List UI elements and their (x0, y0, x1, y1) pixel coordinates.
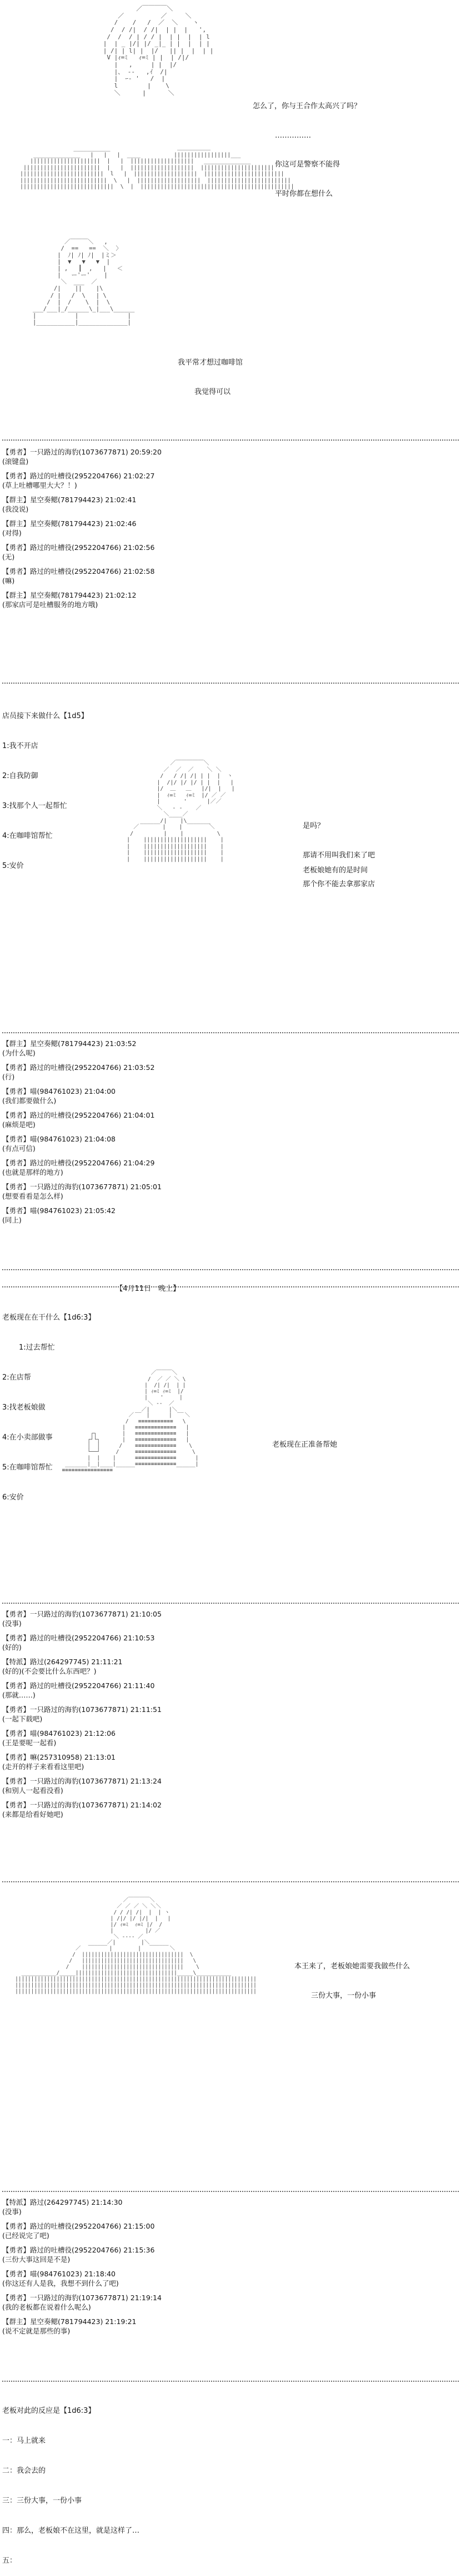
chat-message: (嘛) (2, 577, 15, 585)
roll-intro-1 (2, 691, 88, 881)
chat-timestamp: 21:19:14 (130, 2294, 162, 2302)
intro-line: 五： (2, 2557, 17, 2565)
chat-message: (三份大事这回是不是) (2, 2255, 71, 2264)
chat-entry-header (2, 1110, 459, 1120)
chat-message: (无) (2, 553, 15, 561)
chat-entry (2, 567, 459, 585)
chat-message: (同上) (2, 1216, 22, 1224)
chat-author: 【勇者】一只路过的海豹(1073677871) (2, 2294, 128, 2302)
chat-entry (2, 519, 459, 538)
chat-author: 【群主】星空奏鳃(781794423) (2, 1039, 103, 1048)
speech-line: 是吗？ (303, 822, 325, 831)
chat-timestamp: 21:14:02 (130, 1801, 162, 1809)
chat-timestamp: 21:11:21 (91, 1658, 123, 1666)
chat-entry (2, 543, 459, 562)
chat-timestamp: 21:04:00 (84, 1087, 116, 1095)
chat-entry-header (2, 2221, 459, 2231)
chat-timestamp: 21:15:00 (123, 2222, 155, 2230)
chat-entry-header (2, 1705, 459, 1714)
chat-entry-header (2, 1063, 459, 1072)
chat-message: (对得) (2, 529, 22, 537)
chat-entry (2, 1633, 459, 1652)
chat-entry (2, 1063, 459, 1082)
speech-bubble-1 (253, 82, 361, 209)
intro-line: 一：马上就来 (2, 2437, 46, 2445)
chat-entry-header (2, 1182, 459, 1191)
chat-author: 【勇者】喵(984761023) (2, 1087, 82, 1095)
chat-entry-header (2, 1633, 459, 1643)
chat-entry-header (2, 1657, 459, 1666)
chat-entry-header (2, 2293, 459, 2302)
chat-timestamp: 21:02:58 (123, 567, 155, 575)
intro-line: 2:在店帮 (2, 1373, 31, 1382)
chat-message: (一起下载吧) (2, 1715, 43, 1723)
chat-entry (2, 1729, 459, 1747)
chat-entry-header (2, 2198, 459, 2207)
chat-entry (2, 2245, 459, 2264)
chat-message: (麻烦是吧) (2, 1120, 36, 1129)
chat-author: 【勇者】喵(984761023) (2, 1135, 82, 1143)
chat-message: (好的) (2, 1643, 22, 1651)
intro-line: 1:我不开店 (2, 742, 38, 750)
chat-message: (王是要呢一起看) (2, 1739, 57, 1747)
intro-line: 1:过去帮忙 (19, 1343, 55, 1352)
chat-entry-header (2, 1206, 459, 1215)
chat-timestamp: 21:02:12 (105, 591, 137, 599)
chat-entry-header (2, 590, 459, 600)
chat-timestamp: 21:10:53 (123, 1634, 155, 1642)
speech-bubble-4 (303, 846, 368, 885)
chat-entry (2, 2269, 459, 2288)
intro-line: 店员接下来做什么【1d5】 (2, 712, 88, 720)
chat-entry-header (2, 2245, 459, 2255)
chat-author: 【群主】星空奏鳃(781794423) (2, 496, 103, 504)
section-divider (2, 1269, 459, 1270)
chat-entry (2, 1087, 459, 1105)
intro-line: 四：那么，老板娘不在这里，就是这样了… (2, 2527, 140, 2535)
chat-message: (没事) (2, 1619, 22, 1628)
chat-message: (好的)(不会要比什么东西吧？) (2, 1667, 97, 1675)
chat-entry (2, 447, 459, 466)
chat-timestamp: 21:13:01 (84, 1753, 116, 1761)
chat-author: 【群主】星空奏鳃(781794423) (2, 519, 103, 528)
speech-bubble-2 (178, 339, 243, 407)
speech-line: 本王来了，老板娘她需要我做些什么 (294, 1962, 410, 1971)
section-divider (2, 1881, 459, 1882)
chat-author: 【群主】星空奏鳃(781794423) (2, 591, 103, 599)
chat-entry (2, 1609, 459, 1628)
section-divider (2, 1032, 459, 1033)
speech-line: 老板现在正准备帮她 (272, 1441, 338, 1449)
chat-entry-header (2, 543, 459, 552)
chat-entry-header (2, 1800, 459, 1810)
chat-entry (2, 1681, 459, 1700)
chat-entry-header (2, 1681, 459, 1690)
chat-message: (滚键盘) (2, 457, 29, 466)
intro-line: 2:自我防御 (2, 772, 38, 780)
speech-line: 你这可是警察不能得 (275, 160, 340, 169)
chat-author: 【勇者】路过的吐槽役(2952204766) (2, 543, 122, 552)
chat-entry (2, 471, 459, 490)
chat-entry (2, 495, 459, 514)
chat-entry (2, 1134, 459, 1153)
chat-message: (说不定就是那些的事) (2, 2327, 71, 2335)
chat-log-1 (2, 447, 459, 614)
chat-author: 【勇者】喵(984761023) (2, 1729, 82, 1737)
chat-entry (2, 2221, 459, 2240)
chat-timestamp: 21:15:36 (123, 2246, 155, 2254)
chat-message: (来都是给看好她吧) (2, 1810, 63, 1819)
intro-line: 3:找那个人一起帮忙 (2, 802, 67, 810)
chat-timestamp: 21:03:52 (123, 1063, 155, 1072)
intro-line: 5:在咖啡馆帮忙 (2, 1463, 53, 1472)
chat-entry-header (2, 2269, 459, 2279)
chat-entry (2, 2317, 459, 2336)
chat-author: 【勇者】一只路过的海豹(1073677871) (2, 1705, 128, 1714)
chat-author: 【勇者】路过的吐槽役(2952204766) (2, 1159, 122, 1167)
intro-line: 二：我会去的 (2, 2467, 46, 2475)
date-header (111, 1274, 180, 1294)
chat-log-4 (2, 2198, 459, 2341)
chat-author: 【勇者】一只路过的海豹(1073677871) (2, 448, 128, 456)
chat-author: 【勇者】喵(984761023) (2, 2270, 82, 2278)
section-divider (2, 2381, 459, 2382)
chat-entry (2, 1110, 459, 1129)
chat-log-2 (2, 1039, 459, 1230)
chat-message: (想要看看是怎么样) (2, 1192, 63, 1200)
intro-line: 3:找老板娘做 (2, 1403, 46, 1412)
chat-timestamp: 21:02:41 (105, 496, 137, 504)
speech-line: …………… (275, 131, 311, 140)
chat-entry-header (2, 567, 459, 576)
intro-line: 4:在小卖部做事 (2, 1433, 53, 1442)
chat-message: (那家店可是吐槽服务的地方哦) (2, 600, 98, 609)
speech-line: 老板娘她有的是时间 (303, 866, 368, 875)
ascii-art-shoulders: ___________ ＿＿＿＿＿＿ ______________ | | | ____ |||||||||||||||||___ ||||||||||||||||||||| | | ||||||||||||||||||| ______________ ||||||||||||||||||||||| | | ||||||||||||||||||| |||||||||||||||||||||| ||||||||||||||||||||||||| l | ||||||||||||||||||| |||||||||||||||||||||||| |||||||||||||||||||||||||| \ | ||||||||||||||||||| ||||||||||||||||||||||||| |||||||||||||||||||||||||||| \ | |||||||||||||||||||||||||||||||||||||||||||||| (20, 145, 294, 190)
chat-author: 【特派】路过(264297745) (2, 2198, 89, 2206)
chat-author: 【勇者】路过的吐槽役(2952204766) (2, 2246, 122, 2254)
chat-author: 【特派】路过(264297745) (2, 1658, 89, 1666)
section-divider (2, 1603, 459, 1604)
chat-author: 【勇者】嘛(257310958) (2, 1753, 82, 1761)
chat-entry (2, 1158, 459, 1177)
chat-timestamp: 21:02:46 (105, 519, 137, 528)
section-divider (2, 1286, 459, 1287)
speech-line: 我平常才想过咖啡馆 (178, 358, 243, 367)
chat-entry (2, 2293, 459, 2312)
chat-entry (2, 1206, 459, 1225)
chat-message: (那就……) (2, 1691, 36, 1699)
chat-message: (已经说完了吧) (2, 2231, 49, 2240)
chat-message: (我没说) (2, 505, 29, 513)
chat-message: (也就是那样的地方) (2, 1168, 63, 1176)
speech-line: 平时你都在想什么 (275, 190, 333, 199)
chat-author: 【勇者】喵(984761023) (2, 1206, 82, 1215)
chat-author: 【勇者】路过的吐槽役(2952204766) (2, 1681, 122, 1690)
chat-author: 【勇者】一只路过的海豹(1073677871) (2, 1610, 128, 1618)
chat-entry-header (2, 519, 459, 528)
ascii-art-character-3: ／￣￣￣＼ / ／ ／ ＼ \ | /| /| | | | ｨ=ﾐ ｨ=ﾐ |/ | ' | ＼ ‐‐ ／ __／| |＼__ ／ | | ＼ / ≡≡≡≡≡≡≡≡≡≡≡ \ | ≡≡≡≡≡≡≡≡≡≡≡≡≡ | ┌┐ | ≡≡≡≡≡≡≡≡≡≡≡≡≡ | ┌┘└┐ | ≡≡≡≡≡≡≡≡≡≡≡≡≡ | │ │ / ≡≡≡≡≡≡≡≡≡≡≡≡≡ \ └──┘ / ≡≡≡≡≡≡≡≡≡≡≡≡≡ \ | | | ≡≡≡≡≡≡≡≡≡≡≡≡≡ | _______|__|____|______≡≡≡≡≡≡≡≡≡≡≡≡≡______| ≡≡≡≡≡≡≡≡≡≡≡≡≡≡≡≡ (62, 1370, 199, 1473)
chat-timestamp: 21:12:06 (84, 1729, 116, 1737)
chat-entry-header (2, 1134, 459, 1144)
chat-entry (2, 1776, 459, 1795)
chat-author: 【勇者】路过的吐槽役(2952204766) (2, 2222, 122, 2230)
chat-entry-header (2, 1158, 459, 1168)
section-divider (2, 2191, 459, 2192)
chat-timestamp: 21:19:21 (105, 2317, 137, 2326)
ascii-art-character-head: ／￣￣￣￣＼ ／ ／ ＼ / / / ／ ＼ ヽ / / /| / /| | | | ', / / / | / / | | | | | l | | _ |/| |/ _|_ | | | | | | /| | l| | |/ || | | | | V |ｨ=ﾐ ｨ=ﾐ | | | /|/ | , | | |/ |、 ‐- ,ｲ /| | ｰ- ' / | l | \ ＼ | ＼ (103, 5, 214, 97)
chat-entry-header (2, 1729, 459, 1738)
chat-author: 【群主】星空奏鳃(781794423) (2, 2317, 103, 2326)
speech-line: 那个你不能去拿那家店 (303, 880, 375, 889)
chat-author: 【勇者】路过的吐槽役(2952204766) (2, 472, 122, 480)
chat-message: (我们都要做什么) (2, 1097, 57, 1105)
ascii-art-small-character: ／￣￣￣＼ , / == == ＼ 〉 | ﾉ| ﾉ| ﾉ| |ミ＞ | ▼ ▼ ▼ | | , ┃ , | ＜ | ー'ー' | ＼ ___ ／ /| || |\ / | / \ | \ / | / \ | \ ___/___|_/______\_|___\______ | | | |___________|______________| (32, 239, 135, 326)
chat-entry (2, 1039, 459, 1058)
intro-line: 5:安价 (2, 862, 24, 870)
intro-line: 老板现在在干什么【1d6:3】 (2, 1314, 96, 1322)
chat-timestamp: 21:05:01 (130, 1183, 162, 1191)
chat-author: 【勇者】路过的吐槽役(2952204766) (2, 1634, 122, 1642)
chat-timestamp: 21:04:08 (84, 1135, 116, 1143)
intro-line: 老板对此的反应是【1d6:3】 (2, 2407, 96, 2415)
ascii-art-character-2: ／￣￣￣￣￣＼ ／ ／ ／ ＼ ＼ / / /| /| | | | ヽ | /|/ |/ |/ | | | | |/ ＿ ＿ |/| | | | ｨ=ﾐ ｨ=ﾐ |/ ／ ／ | ' |／／ ＼ ‐ ‐ ／ ＼____／ ______/| |\_______ ／ | | ＼ / | | \ | ||||||||||||||||||| | | ||||||||||||||||||| | | ||||||||||||||||||| | | ||||||||||||||||||| | (127, 760, 235, 862)
chat-author: 【勇者】路过的吐槽役(2952204766) (2, 1111, 122, 1119)
chat-timestamp: 21:13:24 (130, 1777, 162, 1785)
chat-author: 【勇者】一只路过的海豹(1073677871) (2, 1777, 128, 1785)
chat-author: 【勇者】路过的吐槽役(2952204766) (2, 567, 122, 575)
chat-timestamp: 20:59:20 (130, 448, 162, 456)
chat-message: (和别人一起看没看) (2, 1786, 63, 1795)
chat-message: (草上吐槽哪里大大？！) (2, 481, 77, 489)
intro-line: 6:安价 (2, 1493, 24, 1502)
chat-timestamp: 21:11:51 (130, 1705, 162, 1714)
chat-timestamp: 21:02:27 (123, 472, 155, 480)
chat-entry-header (2, 1039, 459, 1048)
chat-entry-header (2, 471, 459, 481)
chat-message: (有点可信) (2, 1144, 36, 1153)
chat-entry (2, 1705, 459, 1724)
speech-line: 我觉得可以 (194, 387, 231, 396)
chat-message: (我的老板都在说着什么呢么) (2, 2303, 91, 2311)
chat-timestamp: 21:04:01 (123, 1111, 155, 1119)
chat-message: (行) (2, 1073, 15, 1081)
intro-line: 4:在咖啡馆帮忙 (2, 832, 53, 840)
chat-message: (走开的样子来看看这里吧) (2, 1762, 84, 1771)
date-header-text: 【4月11日 晚上】 (116, 1285, 181, 1293)
roll-intro-3 (2, 2386, 139, 2576)
chat-timestamp: 21:05:42 (84, 1206, 116, 1215)
speech-bubble-6 (294, 1942, 410, 2011)
chat-entry-header (2, 1776, 459, 1786)
ascii-art-character-4: ／￣￣￣￣＼ ／ ／ ／ ＼ ＼＼ / / /| /| | | ヽ | /|/ |/ |/| | | |/ ｨ=ﾐ ｨ=ﾐ |/ / | |/ ／ ＼ ‐‐‐‐ ／ ______／| |＼______ ／ | | ＼ / |||||||||||||||||||||||||||||||| \ / |||||||||||||||||||||||||||||||| \ / |||||||||||||||||||||||||||||||| \ ___________/_____||||||||||||||||||||||||||||||||_____\___________ |||||||||||||||||||||||||||||||||||||||||||||||||||||||||||||||||||||||||||| |||||||||||||||||||||||||||||||||||||||||||||||||||||||||||||||||||||||||||| |||||||||||||||||||||||||||||||||||||||||||||||||||||||||||||||||||||||||||| (15, 1897, 257, 1994)
chat-entry-header (2, 1752, 459, 1762)
chat-message: (没事) (2, 2208, 22, 2216)
chat-entry-header (2, 495, 459, 504)
chat-entry (2, 2198, 459, 2216)
section-divider (2, 440, 459, 441)
chat-entry (2, 1657, 459, 1676)
chat-timestamp: 21:04:29 (123, 1159, 155, 1167)
chat-entry-header (2, 2317, 459, 2326)
speech-line: 怎么了，你与王合作太高兴了吗？ (253, 102, 362, 111)
chat-timestamp: 21:03:52 (105, 1039, 137, 1048)
chat-entry (2, 1752, 459, 1771)
chat-timestamp: 21:11:40 (123, 1681, 155, 1690)
chat-entry (2, 590, 459, 609)
section-divider (2, 683, 459, 684)
chat-entry (2, 1182, 459, 1201)
chat-timestamp: 21:18:40 (84, 2270, 116, 2278)
chat-timestamp: 21:02:56 (123, 543, 155, 552)
chat-entry-header (2, 1087, 459, 1096)
chat-author: 【勇者】一只路过的海豹(1073677871) (2, 1801, 128, 1809)
chat-timestamp: 21:10:05 (130, 1610, 162, 1618)
chat-entry (2, 1800, 459, 1819)
chat-entry-header (2, 447, 459, 457)
chat-entry-header (2, 1609, 459, 1619)
speech-line: 三份大事，一份小事 (311, 1991, 377, 2000)
chat-timestamp: 21:14:30 (91, 2198, 123, 2206)
chat-author: 【勇者】路过的吐槽役(2952204766) (2, 1063, 122, 1072)
chat-message: (为什么呢) (2, 1049, 36, 1057)
speech-line: 那请不用叫我们来了吧 (303, 851, 375, 860)
chat-log-3 (2, 1609, 459, 1824)
chat-author: 【勇者】一只路过的海豹(1073677871) (2, 1183, 128, 1191)
speech-bubble-5 (272, 1421, 337, 1459)
intro-line: 三：三份大事，一份小事 (2, 2497, 82, 2505)
chat-message: (你这还有人是我，我想不到什么了吧) (2, 2279, 119, 2287)
